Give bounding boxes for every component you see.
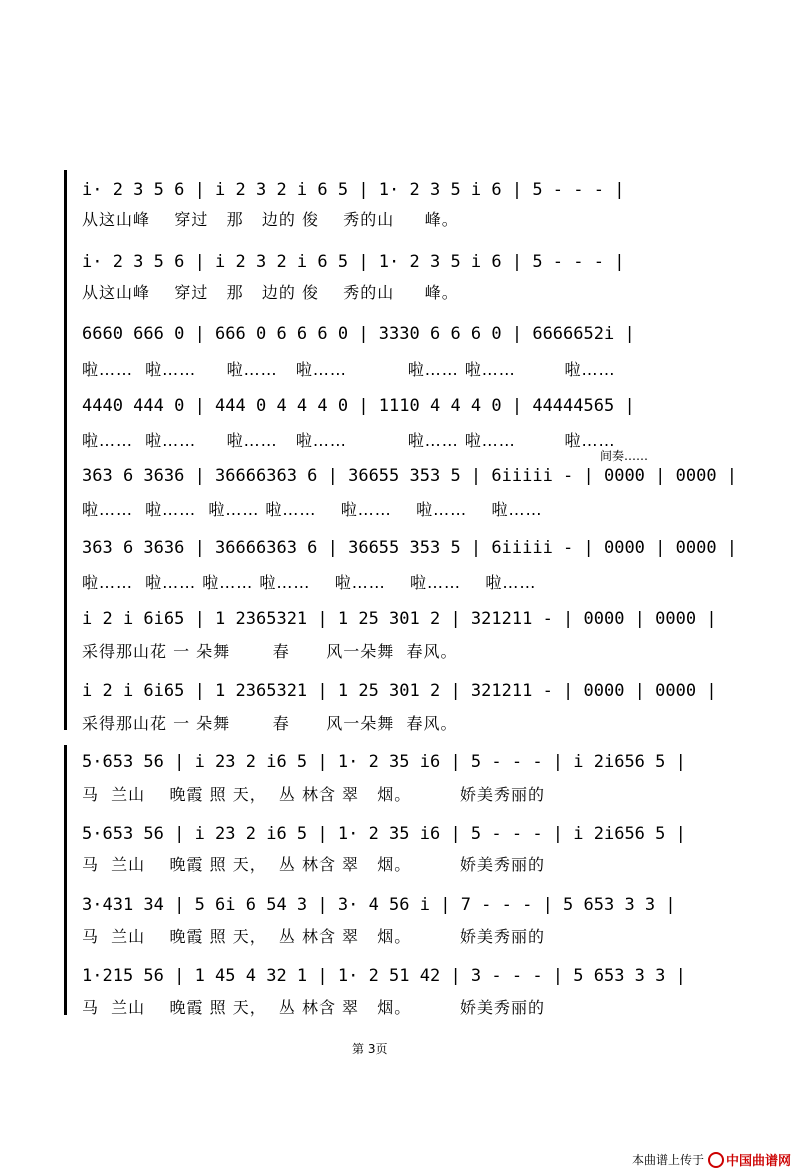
staff-notes: 5·653 56 | i 23 2 i6 5 | 1· 2 35 i6 | 5 - - - | i 2i656 5 | <box>82 824 686 844</box>
staff-notes: i 2 i 6i65 | 1 2365321 | 1 25 301 2 | 321211 - | 0000 | 0000 | <box>82 609 717 629</box>
staff-notes: 4440 444 0 | 444 0 4 4 4 0 | 1110 4 4 4 0 | 44444565 | <box>82 396 635 416</box>
staff-notes: 5·653 56 | i 23 2 i6 5 | 1· 2 35 i6 | 5 - - - | i 2i656 5 | <box>82 752 686 772</box>
site-logo[interactable] <box>708 1150 791 1169</box>
staff-lyrics: 马 兰山 晚霞 照 天， 丛 林含 翠 烟。 娇美秀丽的 <box>82 927 545 946</box>
staff-notes: 3·431 34 | 5 6i 6 54 3 | 3· 4 56 i | 7 - - - | 5 653 3 3 | <box>82 895 676 915</box>
system-brace <box>64 170 67 470</box>
page-number: 第 3页 <box>352 1042 388 1056</box>
staff-lyrics: 从这山峰 穿过 那 边的 俊 秀的山 峰。 <box>82 210 459 229</box>
system-brace <box>64 745 67 1015</box>
logo-icon <box>708 1152 724 1168</box>
interlude-annotation: 间奏…… <box>600 449 649 463</box>
staff-lyrics: 啦…… 啦…… 啦…… 啦…… 啦…… 啦…… 啦…… <box>82 573 537 592</box>
staff-lyrics: 啦…… 啦…… 啦…… 啦…… 啦…… 啦…… 啦…… <box>82 431 616 450</box>
staff-lyrics: 马 兰山 晚霞 照 天， 丛 林含 翠 烟。 娇美秀丽的 <box>82 998 545 1017</box>
staff-notes: i· 2 3 5 6 | i 2 3 2 i 6 5 | 1· 2 3 5 i 6 | 5 - - - | <box>82 252 625 272</box>
staff-lyrics: 马 兰山 晚霞 照 天， 丛 林含 翠 烟。 娇美秀丽的 <box>82 785 545 804</box>
staff-notes: 363 6 3636 | 36666363 6 | 36655 353 5 | 6iiiii - | 0000 | 0000 | <box>82 538 738 558</box>
staff-lyrics: 马 兰山 晚霞 照 天， 丛 林含 翠 烟。 娇美秀丽的 <box>82 855 545 874</box>
staff-notes: 6660 666 0 | 666 0 6 6 6 0 | 3330 6 6 6 0 | 6666652i | <box>82 324 635 344</box>
staff-lyrics: 啦…… 啦…… 啦…… 啦…… 啦…… 啦…… 啦…… <box>82 360 616 379</box>
source-credit <box>632 1150 791 1169</box>
staff-notes: i 2 i 6i65 | 1 2365321 | 1 25 301 2 | 321211 - | 0000 | 0000 | <box>82 681 717 701</box>
staff-lyrics: 啦…… 啦…… 啦…… 啦…… 啦…… 啦…… 啦…… <box>82 500 543 519</box>
staff-lyrics: 采得那山花 一 朵舞 春 风一朵舞 春风。 <box>82 642 458 661</box>
source-text: 本曲谱上传于 <box>631 1153 704 1167</box>
staff-lyrics: 从这山峰 穿过 那 边的 俊 秀的山 峰。 <box>82 283 459 302</box>
staff-lyrics: 采得那山花 一 朵舞 春 风一朵舞 春风。 <box>82 714 458 733</box>
system-brace <box>64 460 67 730</box>
logo-text: 中国曲谱网 <box>725 1154 791 1169</box>
staff-notes: i· 2 3 5 6 | i 2 3 2 i 6 5 | 1· 2 3 5 i 6 | 5 - - - | <box>82 180 625 200</box>
staff-notes: 363 6 3636 | 36666363 6 | 36655 353 5 | 6iiiii - | 0000 | 0000 | <box>82 466 738 486</box>
staff-notes: 1·215 56 | 1 45 4 32 1 | 1· 2 51 42 | 3 - - - | 5 653 3 3 | <box>82 966 686 986</box>
